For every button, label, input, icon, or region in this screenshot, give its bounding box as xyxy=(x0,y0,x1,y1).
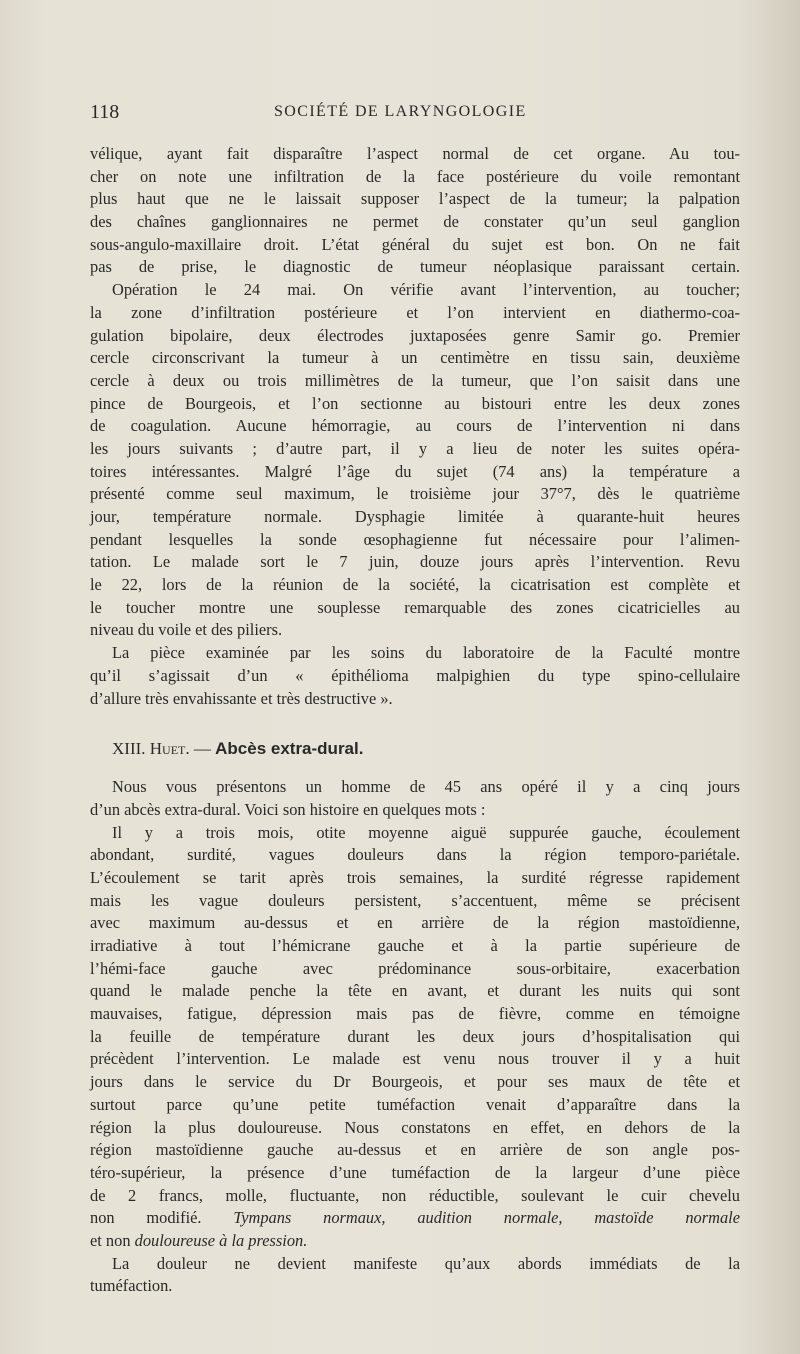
text-line: La douleur ne devient manifeste qu’aux abords immédiats de la xyxy=(112,1253,740,1273)
text-line: des chaînes ganglionnaires ne permet de constater qu’un seul ganglion xyxy=(90,212,740,232)
italic-text: Tympans normaux, audition normale, mastoïde normale xyxy=(233,1208,740,1228)
text-line: cercle circonscrivant la tumeur à un centimètre en tissu sain, deuxième xyxy=(90,348,740,368)
spacer xyxy=(90,762,740,776)
text-line: qu’il s’agissait d’un « épithélioma malpighien du type spino-cellulaire xyxy=(90,665,740,685)
text-line: région mastoïdienne gauche au-dessus et en arrière de son angle pos- xyxy=(90,1140,740,1160)
text-line: région la plus douloureuse. Nous constatons en effet, en dehors de la xyxy=(90,1117,740,1137)
text-line: cher on note une infiltration de la face postérieure du voile remontant xyxy=(90,166,740,186)
text-line: pendant lesquelles la sonde œsophagienne fut nécessaire pour l’alimen- xyxy=(90,529,740,549)
text-line: pince de Bourgeois, et l’on sectionne au bistouri entre les deux zones xyxy=(90,393,740,413)
text-line: d’un abcès extra-dural. Voici son histoire en quelques mots : xyxy=(90,799,486,819)
paragraph-3 xyxy=(90,642,740,710)
paragraph-1 xyxy=(90,143,740,279)
text-line: plus haut que ne le laissait supposer l’aspect de la tumeur; la palpation xyxy=(90,189,740,209)
text-line: mais les vague douleurs persistent, s’accentuent, même se précisent xyxy=(90,890,740,910)
text-line: Opération le 24 mai. On vérifie avant l’intervention, au toucher; xyxy=(112,280,740,300)
text-line: cercle à deux ou trois millimètres de la tumeur, que l’on saisit dans une xyxy=(90,370,740,390)
spacer xyxy=(90,710,740,738)
text-line: le 22, lors de la réunion de la société, la cicatrisation est complète et xyxy=(90,575,740,595)
text-line: de 2 francs, molle, fluctuante, non réductible, soulevant le cuir chevelu xyxy=(90,1185,740,1205)
text-line: La pièce examinée par les soins du laboratoire de la Faculté montre xyxy=(112,643,740,663)
text-line: pas de prise, le diagnostic de tumeur néoplasique paraissant certain. xyxy=(90,257,740,277)
text-line: jour, température normale. Dysphagie limitée à quarante-huit heures xyxy=(90,507,740,526)
section-dash: — xyxy=(193,739,211,759)
text-line: mauvaises, fatigue, dépression mais pas de fièvre, comme en témoigne xyxy=(90,1004,740,1024)
text-line xyxy=(90,1230,740,1253)
text-line: toires intéressantes. Malgré l’âge du sujet (74 ans) la température a xyxy=(90,461,740,481)
text-line: précèdent l’intervention. Le malade est venu nous trouver il y a huit xyxy=(90,1049,740,1069)
paragraph-2 xyxy=(90,279,740,642)
text-line: abondant, surdité, vagues douleurs dans la région temporo-pariétale. xyxy=(90,845,740,865)
italic-text: douloureuse à la pression. xyxy=(134,1230,308,1250)
paragraph-6 xyxy=(90,1253,740,1298)
text-line: présenté comme seul maximum, le troisième jour 37°7, dès le quatrième xyxy=(90,484,740,504)
text-fragment: non modifié. xyxy=(90,1208,202,1228)
text-line: le toucher montre une souplesse remarquable des zones cicatricielles au xyxy=(90,597,740,617)
text-line: tuméfaction. xyxy=(90,1276,173,1296)
text-line xyxy=(90,1207,740,1230)
section-heading xyxy=(90,738,740,762)
text-fragment: et non xyxy=(90,1230,131,1250)
text-line: gulation bipolaire, deux électrodes juxtaposées genre Samir go. Premier xyxy=(90,325,740,345)
paragraph-4 xyxy=(90,776,740,821)
text-line: la zone d’infiltration postérieure et l’on intervient en diathermo-coa- xyxy=(90,302,740,322)
text-line: L’écoulement se tarit après trois semaines, la surdité régresse rapidement xyxy=(90,867,740,887)
text-line: surtout parce qu’une petite tuméfaction venait d’apparaître dans la xyxy=(90,1094,740,1114)
paragraph-5 xyxy=(90,822,740,1253)
section-title: Abcès extra-dural. xyxy=(215,739,364,759)
text-line: sous-angulo-maxillaire droit. L’état général du sujet est bon. On ne fait xyxy=(90,234,740,254)
text-line: vélique, ayant fait disparaître l’aspect normal de cet organe. Au tou- xyxy=(90,144,740,163)
text-line: tation. Le malade sort le 7 juin, douze jours après l’intervention. Revu xyxy=(90,552,740,572)
text-line: de coagulation. Aucune hémorragie, au cours de l’intervention ni dans xyxy=(90,416,740,436)
section-author: Huet. xyxy=(149,739,190,759)
text-line: avec maximum au-dessus et en arrière de la région mastoïdienne, xyxy=(90,913,740,933)
text-line: l’hémi-face gauche avec prédominance sous-orbitaire, exacerbation xyxy=(90,958,740,978)
text-line: jours dans le service du Dr Bourgeois, et pour ses maux de tête et xyxy=(90,1072,740,1092)
text-line: la feuille de température durant les deux jours d’hospitalisation qui xyxy=(90,1026,740,1046)
body-text xyxy=(90,143,740,1298)
text-line: les jours suivants ; d’autre part, il y a lieu de noter les suites opéra- xyxy=(90,438,740,458)
page-header xyxy=(90,101,740,127)
text-line: téro-supérieur, la présence d’une tuméfaction de la largeur d’une pièce xyxy=(90,1162,740,1182)
text-line: irradiative à tout l’hémicrane gauche et à la partie supérieure de xyxy=(90,936,740,955)
text-line: Il y a trois mois, otite moyenne aiguë suppurée gauche, écoulement xyxy=(112,822,740,842)
text-line: quand le malade penche la tête en avant, et durant les nuits qui sont xyxy=(90,981,740,1001)
text-line: Nous vous présentons un homme de 45 ans opéré il y a cinq jours xyxy=(112,777,740,797)
text-line: d’allure très envahissante et très destructive ». xyxy=(90,688,393,708)
text-line: niveau du voile et des piliers. xyxy=(90,620,283,640)
page-number: 118 xyxy=(90,101,120,123)
running-head: SOCIÉTÉ DE LARYNGOLOGIE xyxy=(274,103,527,120)
section-number: XIII. xyxy=(112,739,146,759)
